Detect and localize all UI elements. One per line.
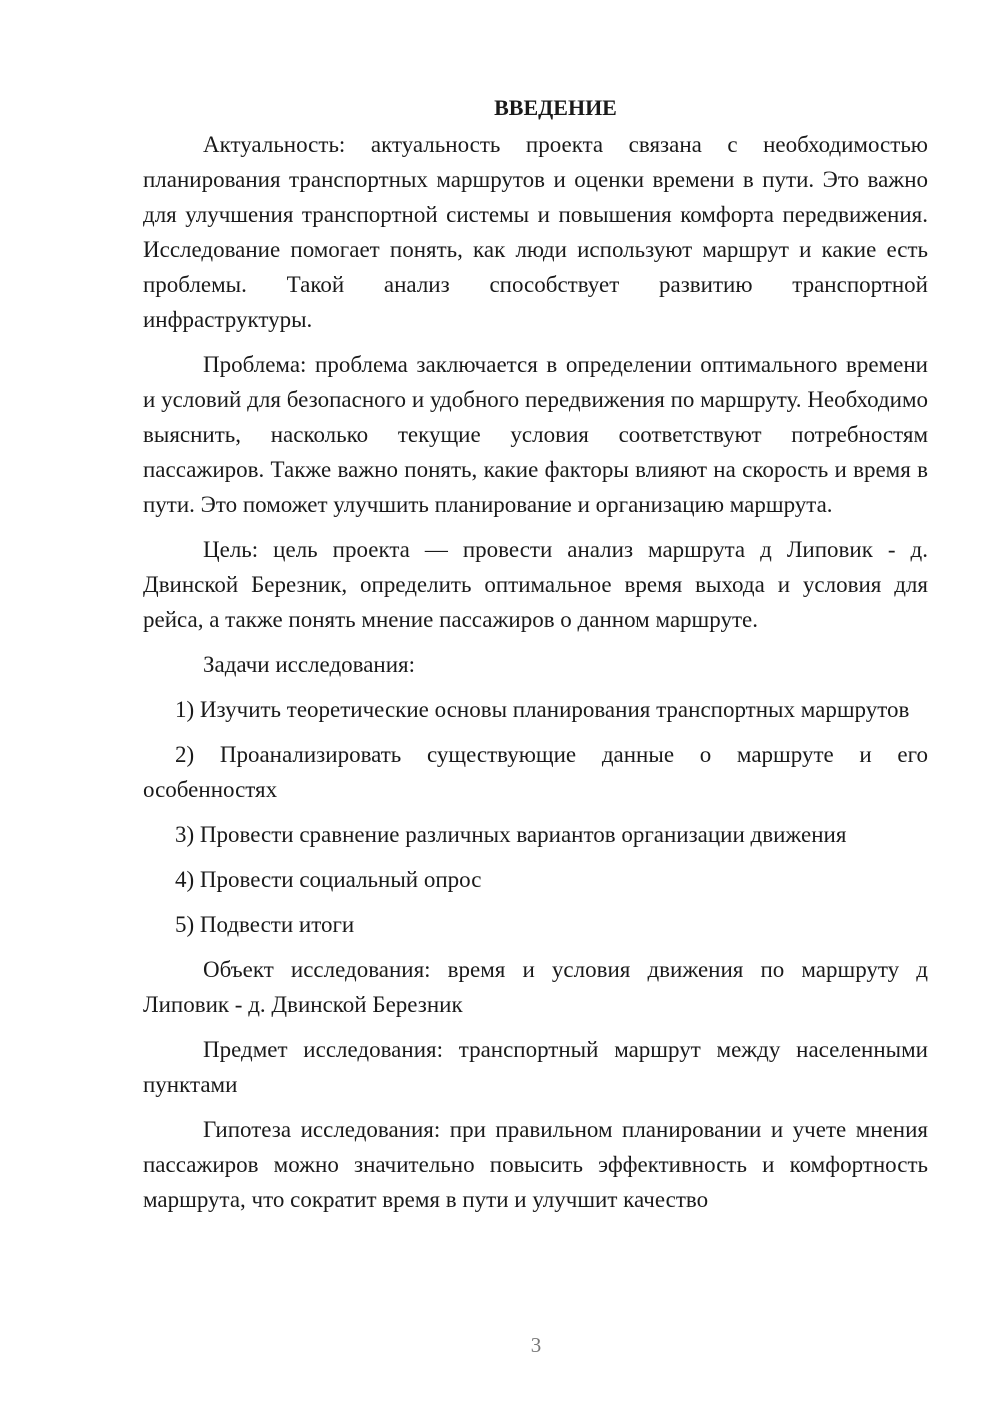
paragraph-subject: Предмет исследования: транспортный маршрут между населенными пунктами (143, 1037, 928, 1097)
paragraph-object: Объект исследования: время и условия движения по маршруту д Липовик - д. Двинской Березник (143, 957, 928, 1017)
paragraph-hypothesis: Гипотеза исследования: при правильном планировании и учете мнения пассажиров можно значительно повысить эффективность и комфортность маршрута, что сократит время в пути и улучшит качество (143, 1117, 928, 1212)
list-item: 5) Подвести итоги (175, 912, 355, 937)
paragraph-relevance: Актуальность: актуальность проекта связана с необходимостью планирования транспортных маршрутов и оценки времени в пути. Это важно для улучшения транспортной системы и повышения комфорта передвижения. Исследование помогает понять, как люди используют маршрут и какие есть проблемы. Такой анализ способствует развитию транспортной инфраструктуры. (143, 132, 928, 332)
page-number: 3 (530, 1333, 542, 1357)
list-item: 4) Провести социальный опрос (175, 867, 482, 892)
list-item: 3) Провести сравнение различных вариантов организации движения (175, 822, 847, 847)
page-title: ВВЕДЕНИЕ (494, 95, 617, 120)
tasks-list (143, 692, 928, 942)
list-item: 1) Изучить теоретические основы планирования транспортных маршрутов (175, 697, 910, 722)
paragraph-problem: Проблема: проблема заключается в определении оптимального времени и условий для безопасного и удобного передвижения по маршруту. Необходимо выяснить, насколько текущие условия соответствуют потребностям пассажиров. Также важно понять, какие факторы влияют на скорость и время в пути. Это поможет улучшить планирование и организацию маршрута. (143, 352, 928, 517)
list-item: 2) Проанализировать существующие данные о маршруте и его особенностях (143, 742, 928, 802)
document-page (143, 90, 928, 1227)
tasks-heading: Задачи исследования: (203, 652, 416, 677)
paragraph-goal: Цель: цель проекта — провести анализ маршрута д Липовик - д. Двинской Березник, определить оптимальное время выхода и условия для рейса, а также понять мнение пассажиров о данном маршруте. (143, 537, 928, 632)
